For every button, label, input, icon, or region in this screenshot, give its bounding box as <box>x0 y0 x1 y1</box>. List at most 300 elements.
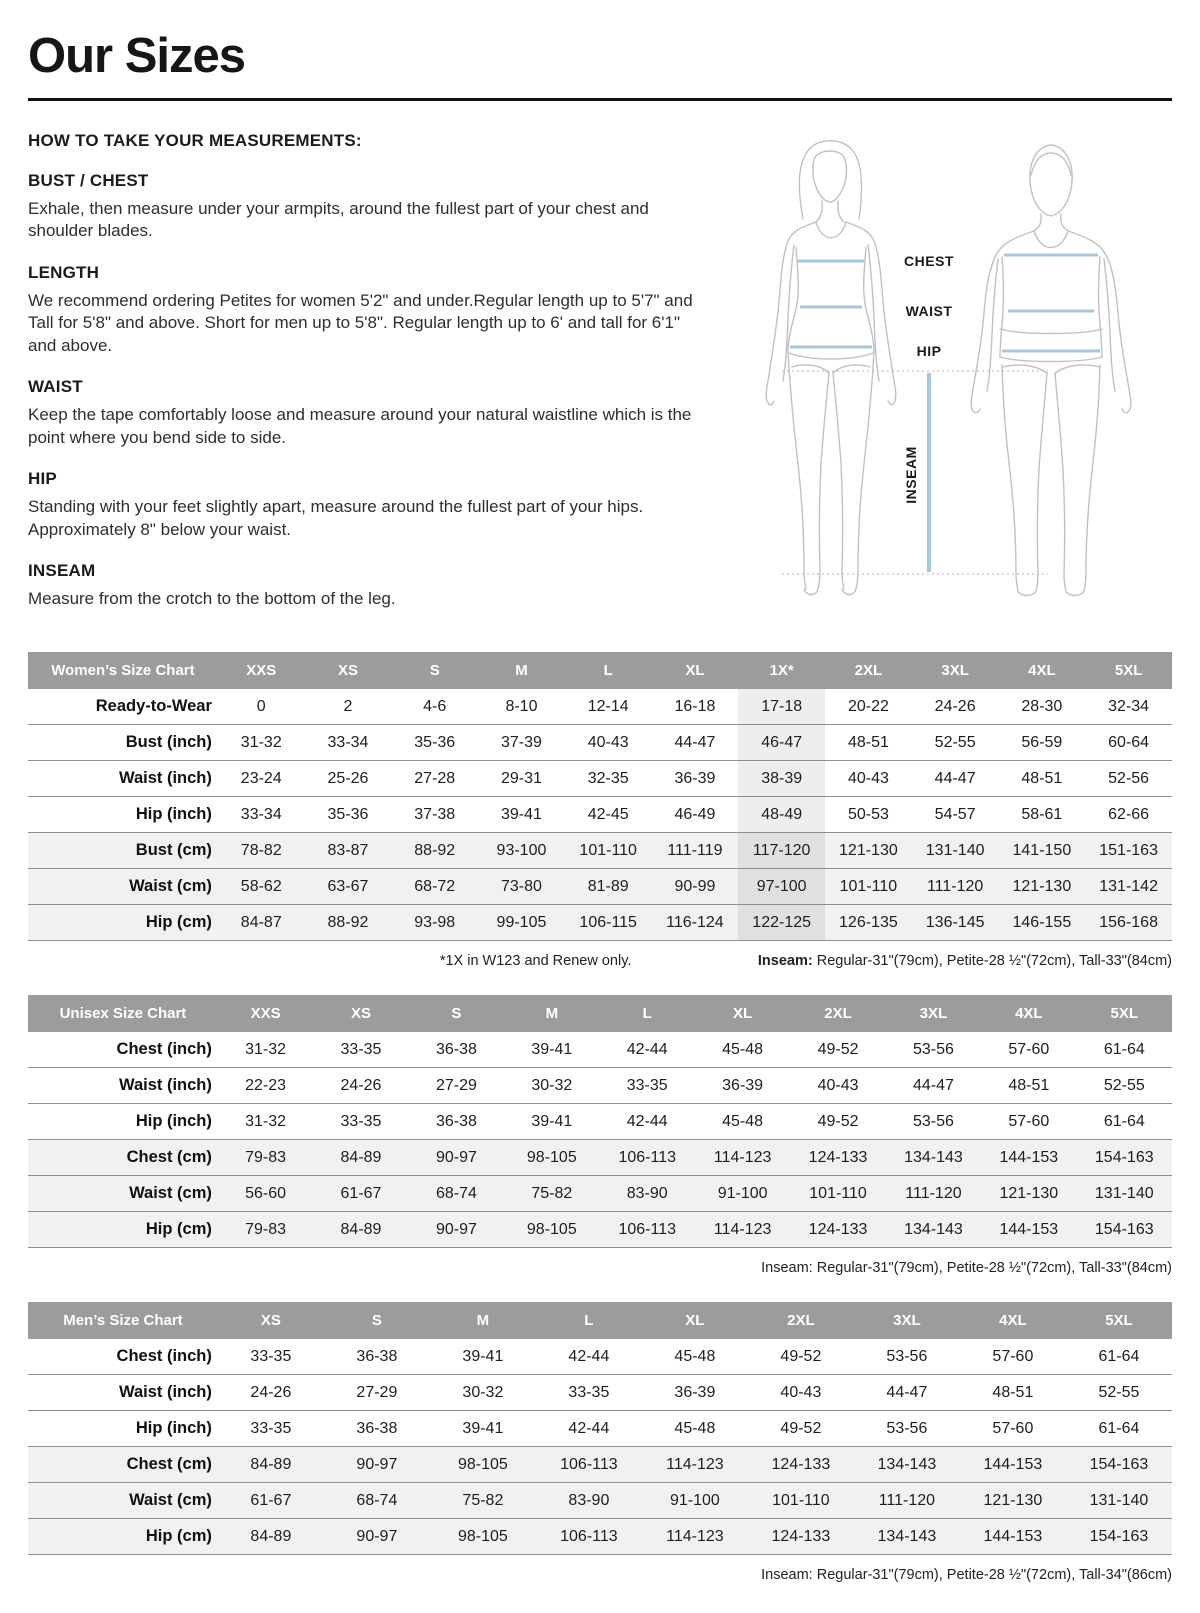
size-cell: 146-155 <box>1012 913 1072 931</box>
size-column-header: 2XL <box>825 652 912 689</box>
size-column-header: 1X* <box>738 652 825 689</box>
table-row <box>28 869 1172 905</box>
size-cell: 121-130 <box>983 1491 1043 1509</box>
size-cell: 98-105 <box>526 1220 577 1238</box>
row-label: Chest (cm) <box>126 1148 212 1167</box>
size-table-header-row <box>28 1302 1172 1339</box>
size-cell: 79-83 <box>245 1220 287 1238</box>
size-cell: 52-55 <box>1098 1383 1140 1401</box>
row-label: Hip (cm) <box>145 913 212 932</box>
table-row <box>28 1104 1172 1140</box>
unisex-size-chart-section <box>28 995 1172 1276</box>
size-cell: 122-125 <box>738 905 825 941</box>
size-cell: 124-133 <box>808 1148 868 1166</box>
table-row <box>28 1140 1172 1176</box>
section-body: Measure from the crotch to the bottom of the leg. <box>28 588 396 608</box>
size-cell: 16-18 <box>674 697 716 715</box>
table-row <box>28 689 1172 725</box>
size-cell: 91-100 <box>669 1491 720 1509</box>
inseam-note-text: Regular-31"(79cm), Petite-28 ½"(72cm), Tall-33"(84cm) <box>816 1260 1172 1277</box>
size-cell: 154-163 <box>1089 1527 1149 1545</box>
size-cell: 48-51 <box>1021 769 1063 787</box>
size-cell: 114-123 <box>666 1455 724 1473</box>
inseam-note-label: Inseam: <box>761 1567 813 1584</box>
size-cell: 32-34 <box>1108 697 1150 715</box>
size-column-header: S <box>409 995 504 1032</box>
size-cell: 31-32 <box>240 733 282 751</box>
size-cell: 39-41 <box>462 1419 504 1437</box>
size-cell: 124-133 <box>808 1220 868 1238</box>
table-row <box>28 1212 1172 1248</box>
size-cell: 101-110 <box>579 841 637 859</box>
size-cell: 111-119 <box>667 841 723 859</box>
size-cell: 84-89 <box>340 1220 382 1238</box>
size-cell: 52-55 <box>934 733 976 751</box>
row-label: Waist (inch) <box>119 1076 212 1095</box>
size-cell: 33-34 <box>240 805 282 823</box>
section-body: Exhale, then measure under your armpits, around the fullest part of your chest and shoulder blades. <box>28 199 649 241</box>
size-column-header: S <box>324 1302 430 1339</box>
size-cell: 48-51 <box>992 1383 1034 1401</box>
size-cell: 124-133 <box>771 1527 831 1545</box>
size-cell: 36-38 <box>435 1040 477 1058</box>
size-cell: 81-89 <box>587 877 629 895</box>
womens-inseam-note <box>758 953 1172 969</box>
size-cell: 27-29 <box>356 1383 398 1401</box>
size-cell: 33-35 <box>340 1040 382 1058</box>
size-cell: 42-44 <box>568 1419 610 1437</box>
size-cell: 60-64 <box>1108 733 1150 751</box>
size-cell: 56-59 <box>1021 733 1063 751</box>
size-cell: 121-130 <box>839 841 898 859</box>
size-cell: 84-89 <box>250 1527 292 1545</box>
size-cell: 49-52 <box>817 1040 859 1058</box>
size-cell: 68-72 <box>414 877 456 895</box>
row-label: Chest (cm) <box>126 1455 212 1474</box>
size-cell: 91-100 <box>717 1184 768 1202</box>
size-cell: 106-113 <box>560 1527 618 1545</box>
size-cell: 98-105 <box>457 1527 508 1545</box>
size-cell: 61-67 <box>250 1491 292 1509</box>
inseam-note-label: Inseam: <box>761 1260 813 1277</box>
row-label: Hip (inch) <box>135 805 212 824</box>
size-cell: 22-23 <box>245 1076 287 1094</box>
size-cell: 131-140 <box>1089 1491 1149 1509</box>
section-hip <box>28 469 706 541</box>
size-cell: 134-143 <box>904 1220 963 1238</box>
size-cell: 54-57 <box>934 805 976 823</box>
size-table <box>28 652 1172 941</box>
measurement-diagram-column <box>726 125 1172 630</box>
size-cell: 114-123 <box>713 1220 772 1238</box>
size-cell: 44-47 <box>886 1383 928 1401</box>
size-cell: 101-110 <box>772 1491 830 1509</box>
size-cell: 39-41 <box>501 805 542 823</box>
row-label: Waist (inch) <box>119 1383 212 1402</box>
size-cell: 124-133 <box>771 1455 831 1473</box>
size-cell: 31-32 <box>245 1112 287 1130</box>
section-title: BUST / CHEST <box>28 171 149 190</box>
size-cell: 0 <box>256 697 266 715</box>
size-column-header: S <box>391 652 478 689</box>
size-cell: 33-35 <box>250 1419 292 1437</box>
size-cell: 42-44 <box>626 1112 668 1130</box>
size-cell: 57-60 <box>1008 1112 1050 1130</box>
size-column-header: XXS <box>218 652 305 689</box>
row-label: Waist (inch) <box>119 769 212 788</box>
size-cell: 61-64 <box>1103 1112 1145 1130</box>
size-cell: 84-89 <box>340 1148 382 1166</box>
size-cell: 57-60 <box>1008 1040 1050 1058</box>
size-cell: 4-6 <box>423 697 447 715</box>
size-column-header: XS <box>313 995 408 1032</box>
size-cell: 154-163 <box>1089 1455 1149 1473</box>
size-table-header-row <box>28 995 1172 1032</box>
size-cell: 39-41 <box>462 1347 504 1365</box>
size-column-header: XS <box>305 652 392 689</box>
size-cell: 144-153 <box>983 1527 1043 1545</box>
size-cell: 35-36 <box>327 805 369 823</box>
size-cell: 38-39 <box>738 761 825 797</box>
size-cell: 39-41 <box>531 1112 573 1130</box>
size-cell: 45-48 <box>722 1040 764 1058</box>
row-label: Ready-to-Wear <box>95 697 212 716</box>
size-cell: 36-39 <box>722 1076 764 1094</box>
size-cell: 93-98 <box>414 913 456 931</box>
size-cell: 53-56 <box>886 1419 928 1437</box>
mens-size-table <box>28 1302 1172 1555</box>
size-cell: 136-145 <box>925 913 985 931</box>
size-column-header: 4XL <box>960 1302 1066 1339</box>
size-cell: 117-120 <box>738 833 825 869</box>
size-cell: 32-35 <box>587 769 629 787</box>
size-cell: 36-38 <box>435 1112 477 1130</box>
size-cell: 90-97 <box>356 1527 398 1545</box>
size-cell: 46-47 <box>738 725 825 761</box>
size-cell: 35-36 <box>414 733 456 751</box>
size-cell: 25-26 <box>327 769 369 787</box>
size-cell: 33-34 <box>327 733 369 751</box>
size-cell: 98-105 <box>526 1148 577 1166</box>
woman-figure <box>766 141 896 595</box>
size-column-header: XS <box>218 1302 324 1339</box>
size-cell: 73-80 <box>501 877 542 895</box>
mens-inseam-note <box>28 1567 1172 1583</box>
size-cell: 88-92 <box>327 913 369 931</box>
size-cell: 40-43 <box>847 769 889 787</box>
section-title: HIP <box>28 469 57 489</box>
size-cell: 111-120 <box>878 1491 936 1509</box>
section-title: INSEAM <box>28 560 96 580</box>
section-body: We recommend ordering Petites for women 5'2" and under.Regular length up to 5'7" and Tall for 5'8" and above. Short for men up to 5'8". Regular length up to 6' and tall for 6'1" and above. <box>28 290 693 355</box>
size-cell: 84-89 <box>250 1455 292 1473</box>
section-bust-chest <box>28 171 706 243</box>
size-cell: 50-53 <box>847 805 889 823</box>
row-label: Waist (cm) <box>129 1184 212 1203</box>
size-cell: 33-35 <box>340 1112 382 1130</box>
size-cell: 45-48 <box>722 1112 764 1130</box>
size-table <box>28 1302 1172 1555</box>
size-cell: 58-62 <box>240 877 282 895</box>
size-cell: 144-153 <box>999 1220 1059 1238</box>
size-cell: 8-10 <box>505 697 538 715</box>
size-cell: 37-39 <box>501 733 542 751</box>
size-cell: 46-49 <box>674 805 716 823</box>
size-cell: 57-60 <box>992 1347 1034 1365</box>
size-cell: 27-28 <box>414 769 456 787</box>
size-diagram <box>726 119 1172 605</box>
table-row <box>28 833 1172 869</box>
size-cell: 68-74 <box>435 1184 477 1202</box>
size-cell: 111-120 <box>926 877 984 895</box>
inseam-note-text: Regular-31"(79cm), Petite-28 ½"(72cm), Tall-33"(84cm) <box>816 953 1172 970</box>
table-row <box>28 1375 1172 1411</box>
section-inseam <box>28 561 706 610</box>
size-cell: 62-66 <box>1108 805 1150 823</box>
size-cell: 44-47 <box>674 733 716 751</box>
size-cell: 83-90 <box>626 1184 668 1202</box>
size-cell: 20-22 <box>847 697 889 715</box>
table-row <box>28 1519 1172 1555</box>
size-table-header-row <box>28 652 1172 689</box>
page-title: Our Sizes <box>28 29 246 83</box>
section-title: WAIST <box>28 377 83 397</box>
size-cell: 33-35 <box>250 1347 292 1365</box>
size-cell: 53-56 <box>912 1112 954 1130</box>
size-cell: 106-113 <box>618 1148 676 1166</box>
size-cell: 134-143 <box>877 1455 937 1473</box>
womens-table-notes <box>28 953 1172 969</box>
size-cell: 83-87 <box>327 841 369 859</box>
size-cell: 42-44 <box>626 1040 668 1058</box>
measurements-heading: HOW TO TAKE YOUR MEASUREMENTS: <box>28 131 362 150</box>
size-cell: 111-120 <box>905 1184 962 1202</box>
table-row <box>28 797 1172 833</box>
size-cell: 101-110 <box>809 1184 867 1202</box>
size-cell: 151-163 <box>1099 841 1158 859</box>
size-cell: 53-56 <box>912 1040 954 1058</box>
size-cell: 58-61 <box>1021 805 1063 823</box>
size-cell: 61-64 <box>1098 1419 1140 1437</box>
row-label: Chest (inch) <box>116 1347 212 1366</box>
size-column-header: 4XL <box>981 995 1076 1032</box>
size-cell: 2 <box>343 697 353 715</box>
row-label: Waist (cm) <box>129 877 212 896</box>
size-column-header: XXS <box>218 995 313 1032</box>
waist-label: WAIST <box>905 303 953 319</box>
size-cell: 49-52 <box>780 1419 822 1437</box>
inseam-label: INSEAM <box>902 446 919 504</box>
row-label: Hip (inch) <box>135 1112 212 1131</box>
size-cell: 114-123 <box>713 1148 772 1166</box>
unisex-size-table <box>28 995 1172 1248</box>
size-cell: 90-97 <box>435 1148 477 1166</box>
size-cell: 154-163 <box>1094 1148 1154 1166</box>
section-body: Standing with your feet slightly apart, measure around the fullest part of your hips. Approximately 8" below your waist. <box>28 497 644 539</box>
size-column-header: M <box>504 995 599 1032</box>
inseam-note-label: Inseam: <box>757 953 813 970</box>
size-cell: 36-38 <box>356 1419 398 1437</box>
size-column-header: 3XL <box>912 652 999 689</box>
size-cell: 141-150 <box>1012 841 1072 859</box>
size-cell: 90-97 <box>435 1220 477 1238</box>
size-cell: 101-110 <box>839 877 898 895</box>
size-cell: 30-32 <box>531 1076 573 1094</box>
size-cell: 144-153 <box>999 1148 1059 1166</box>
size-cell: 56-60 <box>245 1184 287 1202</box>
row-label: Bust (cm) <box>135 841 212 860</box>
size-cell: 40-43 <box>817 1076 859 1094</box>
size-column-header: XL <box>695 995 790 1032</box>
table-row <box>28 1339 1172 1375</box>
size-column-header: L <box>565 652 652 689</box>
section-length <box>28 263 706 357</box>
table-row <box>28 1032 1172 1068</box>
table-row <box>28 725 1172 761</box>
size-column-header: M <box>430 1302 536 1339</box>
size-cell: 48-49 <box>738 797 825 833</box>
size-column-header: 5XL <box>1066 1302 1172 1339</box>
size-cell: 24-26 <box>250 1383 292 1401</box>
size-cell: 106-115 <box>579 913 637 931</box>
chart-title: Men’s Size Chart <box>28 1302 218 1339</box>
size-cell: 75-82 <box>531 1184 573 1202</box>
size-cell: 131-140 <box>925 841 985 859</box>
size-cell: 97-100 <box>738 869 825 905</box>
size-cell: 31-32 <box>245 1040 287 1058</box>
size-cell: 144-153 <box>983 1455 1043 1473</box>
row-label: Hip (cm) <box>145 1527 212 1546</box>
size-column-header: L <box>536 1302 642 1339</box>
size-cell: 37-38 <box>414 805 456 823</box>
table-row <box>28 1483 1172 1519</box>
size-cell: 99-105 <box>496 913 547 931</box>
size-cell: 88-92 <box>414 841 456 859</box>
size-cell: 40-43 <box>780 1383 822 1401</box>
size-cell: 52-56 <box>1108 769 1150 787</box>
size-cell: 106-113 <box>560 1455 618 1473</box>
size-cell: 90-99 <box>674 877 716 895</box>
section-waist <box>28 377 706 449</box>
size-cell: 52-55 <box>1103 1076 1145 1094</box>
row-label: Waist (cm) <box>129 1491 212 1510</box>
unisex-inseam-note <box>28 1260 1172 1276</box>
row-label: Hip (inch) <box>135 1419 212 1438</box>
body-measurement-illustration <box>726 119 1166 605</box>
size-cell: 126-135 <box>839 913 898 931</box>
row-label: Bust (inch) <box>125 733 212 752</box>
table-row <box>28 1411 1172 1447</box>
chest-label: CHEST <box>903 253 954 269</box>
size-cell: 121-130 <box>999 1184 1059 1202</box>
measurement-instructions <box>28 125 726 630</box>
size-cell: 45-48 <box>674 1347 716 1365</box>
size-cell: 106-113 <box>618 1220 676 1238</box>
size-cell: 33-35 <box>568 1383 610 1401</box>
chart-title: Unisex Size Chart <box>28 995 218 1032</box>
size-cell: 39-41 <box>531 1040 573 1058</box>
size-cell: 121-130 <box>1012 877 1072 895</box>
size-cell: 24-26 <box>934 697 976 715</box>
size-column-header: M <box>478 652 565 689</box>
table-row <box>28 905 1172 941</box>
size-cell: 23-24 <box>240 769 282 787</box>
size-cell: 49-52 <box>817 1112 859 1130</box>
size-cell: 42-45 <box>587 805 629 823</box>
size-cell: 24-26 <box>340 1076 382 1094</box>
size-column-header: 3XL <box>886 995 981 1032</box>
size-cell: 36-39 <box>674 769 716 787</box>
size-cell: 44-47 <box>912 1076 954 1094</box>
size-cell: 63-67 <box>327 877 369 895</box>
row-label: Chest (inch) <box>116 1040 212 1059</box>
inseam-note-text: Regular-31"(79cm), Petite-28 ½"(72cm), Tall-34"(86cm) <box>816 1567 1172 1584</box>
size-column-header: L <box>600 995 695 1032</box>
size-cell: 44-47 <box>934 769 976 787</box>
size-cell: 49-52 <box>780 1347 822 1365</box>
size-cell: 40-43 <box>587 733 629 751</box>
size-cell: 61-64 <box>1103 1040 1145 1058</box>
mens-size-chart-section <box>28 1302 1172 1583</box>
size-column-header: 2XL <box>790 995 885 1032</box>
chart-title: Women’s Size Chart <box>28 652 218 689</box>
size-cell: 83-90 <box>568 1491 610 1509</box>
size-cell: 29-31 <box>501 769 542 787</box>
size-cell: 84-87 <box>240 913 282 931</box>
womens-size-chart-section <box>28 652 1172 969</box>
size-column-header: XL <box>642 1302 748 1339</box>
size-cell: 131-142 <box>1099 877 1158 895</box>
size-table <box>28 995 1172 1248</box>
row-label: Hip (cm) <box>145 1220 212 1239</box>
size-column-header: 2XL <box>748 1302 854 1339</box>
size-cell: 45-48 <box>674 1419 716 1437</box>
size-cell: 30-32 <box>462 1383 504 1401</box>
intro-section <box>28 125 1172 630</box>
size-cell: 17-18 <box>738 689 825 725</box>
size-cell: 61-64 <box>1098 1347 1140 1365</box>
size-column-header: XL <box>652 652 739 689</box>
size-cell: 27-29 <box>435 1076 477 1094</box>
size-cell: 53-56 <box>886 1347 928 1365</box>
size-cell: 78-82 <box>240 841 282 859</box>
section-title: LENGTH <box>28 262 100 282</box>
size-cell: 36-39 <box>674 1383 716 1401</box>
man-figure <box>971 145 1131 596</box>
table-row <box>28 761 1172 797</box>
size-cell: 28-30 <box>1021 697 1063 715</box>
size-cell: 131-140 <box>1094 1184 1154 1202</box>
size-cell: 98-105 <box>457 1455 508 1473</box>
size-cell: 93-100 <box>496 841 547 859</box>
size-cell: 42-44 <box>568 1347 610 1365</box>
table-row <box>28 1176 1172 1212</box>
section-body: Keep the tape comfortably loose and measure around your natural waistline which is the point where you bend side to side. <box>28 405 692 447</box>
size-cell: 48-51 <box>847 733 889 751</box>
size-cell: 79-83 <box>245 1148 287 1166</box>
size-cell: 156-168 <box>1099 913 1158 931</box>
size-cell: 61-67 <box>340 1184 382 1202</box>
size-column-header: 5XL <box>1085 652 1172 689</box>
size-cell: 90-97 <box>356 1455 398 1473</box>
size-cell: 48-51 <box>1008 1076 1050 1094</box>
size-cell: 134-143 <box>877 1527 937 1545</box>
size-cell: 116-124 <box>666 913 724 931</box>
size-column-header: 3XL <box>854 1302 960 1339</box>
one-x-footnote: *1X in W123 and Renew only. <box>439 953 632 970</box>
size-column-header: 4XL <box>999 652 1086 689</box>
size-cell: 114-123 <box>666 1527 724 1545</box>
